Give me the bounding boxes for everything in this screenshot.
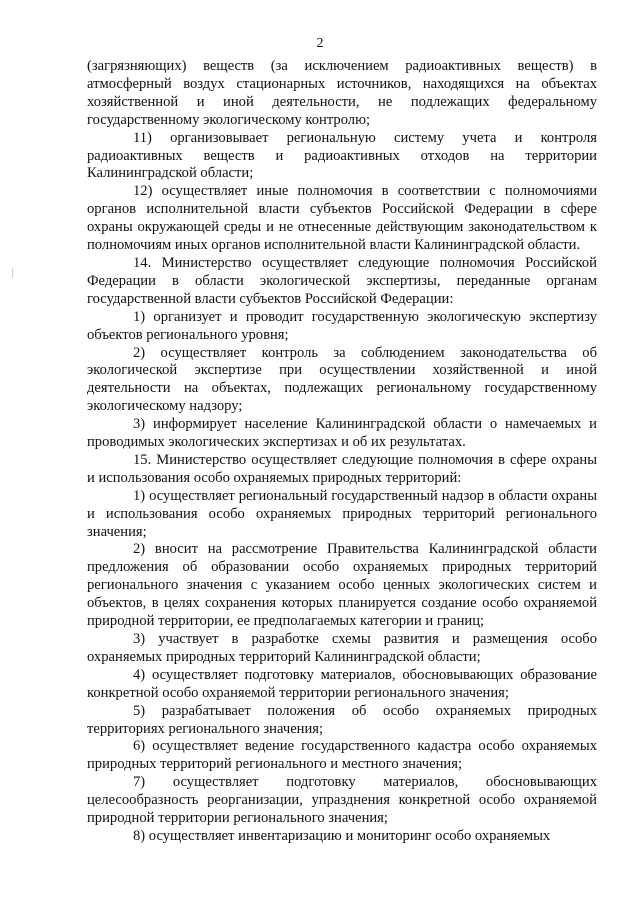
paragraph-section-14: 14. Министерство осуществляет следующие полномочия Российской Федерации в области экологической экспертизы, переданные органам государственной власти субъектов Российской Федерации: <box>87 254 597 307</box>
paragraph-14-item-3: 3) информирует население Калининградской области о намечаемых и проводимых экологических экспертизах и об их результатах. <box>87 416 597 451</box>
paragraph-continuation: (загрязняющих) веществ (за исключением радиоактивных веществ) в атмосферный воздух стационарных источников, находящихся на объектах хозяйственной и иной деятельности, не подлежащих федеральному государственному экологическому контролю; <box>87 58 597 128</box>
paragraph-15-item-6: 6) осуществляет ведение государственного кадастра особо охраняемых природных территорий регионального и местного значения; <box>87 738 597 773</box>
paragraph-item-11: 11) организовывает региональную систему учета и контроля радиоактивных веществ и радиоактивных отходов на территории Калининградской области; <box>87 129 597 182</box>
paragraph-15-item-3: 3) участвует в разработке схемы развития и размещения особо охраняемых природных территорий Калининградской области; <box>87 631 597 665</box>
paragraph-14-item-1: 1) организует и проводит государственную экологическую экспертизу объектов регионального уровня; <box>87 308 597 343</box>
paragraph-item-12: 12) осуществляет иные полномочия в соответствии с полномочиями органов исполнительной власти субъектов Российской Федерации в сфере охраны окружающей среды и не отнесенные действующим законодательством к полномочиям иных органов исполнительной власти Калининградской области. <box>87 183 597 254</box>
paragraph-15-item-5: 5) разрабатывает положения об особо охраняемых природных территориях регионального значения; <box>87 702 597 737</box>
paragraph-15-item-1: 1) осуществляет региональный государственный надзор в области охраны и использования особо охраняемых природных территорий регионального значения; <box>87 487 597 540</box>
page-number: 2 <box>316 36 324 51</box>
paragraph-section-15: 15. Министерство осуществляет следующие полномочия в сфере охраны и использования особо охраняемых природных территорий: <box>87 451 597 486</box>
paragraph-14-item-2: 2) осуществляет контроль за соблюдением законодательства об экологической экспертизе при осуществлении хозяйственной и иной деятельности на объектах, подлежащих региональному государственному экологическому надзору; <box>87 344 597 415</box>
paragraph-15-item-4: 4) осуществляет подготовку материалов, обосновывающих образование конкретной особо охраняемой территории регионального значения; <box>87 666 597 701</box>
paragraph-15-item-2: 2) вносит на рассмотрение Правительства Калининградской области предложения об образовании особо охраняемых природных территорий регионального значения с указанием особо ценных экологических систем и объектов, в целях сохранения которых планируется создание особо охраняемой природной территории, ее предполагаемых категории и границ; <box>87 541 597 630</box>
paragraph-15-item-7: 7) осуществляет подготовку материалов, обосновывающих целесообразность реорганизации, упразднения конкретной особо охраняемой природной территории регионального значения; <box>87 774 597 827</box>
paragraph-15-item-8: 8) осуществляет инвентаризацию и мониторинг особо охраняемых <box>133 827 551 844</box>
document-body <box>87 58 597 846</box>
margin-mark <box>12 268 13 278</box>
